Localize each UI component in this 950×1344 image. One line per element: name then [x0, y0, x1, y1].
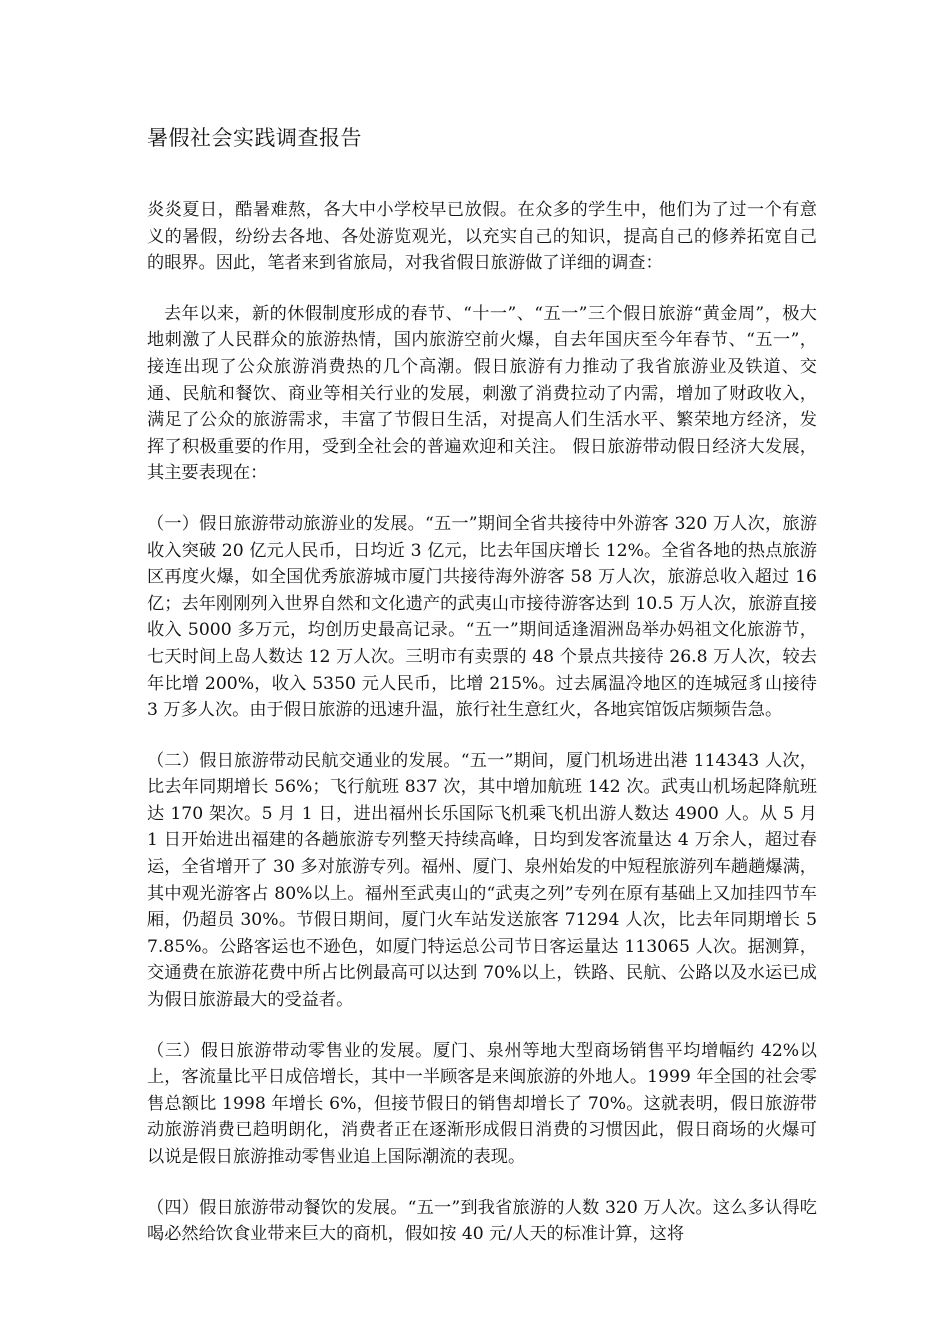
paragraph-section-3-retail: （三）假日旅游带动零售业的发展。厦门、泉州等地大型商场销售平均增幅约 42%以上，客流量比平日成倍增长，其中一半顾客是来闽旅游的外地人。1999 年全国的社会零售总额比 1998 年增长 6%，但接节假日的销售却增长了 70%。这就表明，假日旅游带动旅游消费已趋明朗化，消费者正在逐渐形成假日消费的习惯因此，假日商场的火爆可以说是假日旅游推动零售业追上国际潮流的表现。 — [147, 1040, 817, 1167]
paragraph-intro: 炎炎夏日，酷暑难熬，各大中小学校早已放假。在众多的学生中，他们为了过一个有意义的暑假，纷纷去各地、各处游览观光，以充实自己的知识，提高自己的修养拓宽自己的眼界。因此，笔者来到省旅局，对我省假日旅游做了详细的调查： — [147, 200, 817, 274]
document-title: 暑假社会实践调查报告 — [147, 126, 362, 150]
paragraph-section-2-transport: （二）假日旅游带动民航交通业的发展。“五一”期间，厦门机场进出港 114343 人次，比去年同期增长 56%；飞行航班 837 次，其中增加航班 142 次。武夷山机场起降航班达 170 架次。5 月 1 日，进出福州长乐国际飞机乘飞机出游人数达 4900 人。从 5 月 1 日开始进出福建的各趟旅游专列整天持续高峰，日均到发客流量达 4 万余人，超过春运，全省增开了 30 多对旅游专列。福州、厦门、泉州始发的中短程旅游列车趟趟爆满，其中观光游客占 80%以上。福州至武夷山的“武夷之列”专列在原有基础上又加挂四节车厢，仍超员 30%。节假日期间，厦门火车站发送旅客 71294 人次，比去年同期增长 57.85%。公路客运也不逊色，如厦门特运总公司节日客运量达 113065 人次。据测算，交通费在旅游花费中所占比例最高可以达到 70%以上，铁路、民航、公路以及水运已成为假日旅游最大的受益者。 — [147, 750, 817, 1011]
paragraph-overview: 去年以来，新的休假制度形成的春节、“十一”、“五一”三个假日旅游“黄金周”，极大地刺激了人民群众的旅游热情，国内旅游空前火爆，自去年国庆至今年春节、“五一”，接连出现了公众旅游消费热的几个高潮。假日旅游有力推动了我省旅游业及铁道、交通、民航和餐饮、商业等相关行业的发展，刺激了消费拉动了内需，增加了财政收入，满足了公众的旅游需求，丰富了节假日生活，对提高人们生活水平、繁荣地方经济，发挥了积极重要的作用，受到全社会的普遍欢迎和关注。 假日旅游带动假日经济大发展，其主要表现在： — [147, 303, 817, 484]
paragraph-section-1-tourism: （一）假日旅游带动旅游业的发展。“五一”期间全省共接待中外游客 320 万人次，旅游收入突破 20 亿元人民币，日均近 3 亿元，比去年国庆增长 12%。全省各地的热点旅游区再度火爆，如全国优秀旅游城市厦门共接待海外游客 58 万人次，旅游总收入超过 16 亿；去年刚刚列入世界自然和文化遗产的武夷山市接待游客达到 10.5 万人次，旅游直接收入 5000 多万元，均创历史最高记录。“五一”期间适逢湄洲岛举办妈祖文化旅游节，七天时间上岛人数达 12 万人次。三明市有卖票的 48 个景点共接待 26.8 万人次，较去年比增 200%，收入 5350 元人民币，比增 215%。过去属温冷地区的连城冠豸山接待 3 万多人次。由于假日旅游的迅速升温，旅行社生意红火，各地宾馆饭店频频告急。 — [147, 513, 817, 721]
document-body — [147, 197, 817, 1248]
paragraph-section-4-catering: （四）假日旅游带动餐饮的发展。“五一”到我省旅游的人数 320 万人次。这么多认得吃喝必然给饮食业带来巨大的商机，假如按 40 元/人天的标准计算，这将 — [147, 1197, 817, 1245]
